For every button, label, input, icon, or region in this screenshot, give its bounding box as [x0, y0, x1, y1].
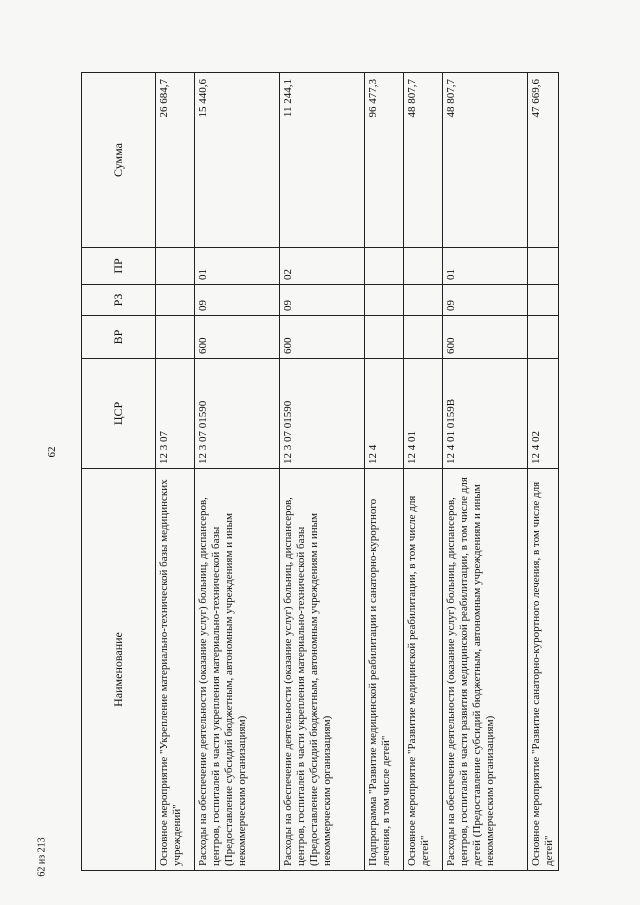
table-row [156, 73, 195, 871]
cell-pr [528, 248, 559, 285]
cell-rz [156, 285, 195, 316]
cell-rz: 09 [280, 285, 365, 316]
cell-pr: 01 [443, 248, 528, 285]
cell-name: Основное мероприятие "Развитие санаторно-курортного лечения, в том числе для детей" [528, 469, 559, 871]
cell-sum: 47 669,6 [528, 73, 559, 248]
cell-csr: 12 3 07 01590 [195, 359, 280, 469]
table-row [404, 73, 443, 871]
cell-csr: 12 4 01 0159В [443, 359, 528, 469]
cell-rz: 09 [195, 285, 280, 316]
budget-table-container [81, 73, 555, 871]
cell-rz [365, 285, 404, 316]
cell-name: Расходы на обеспечение деятельности (оказание услуг) больниц, диспансеров, центров, госпиталей в части укрепления материально-технической базы (Предоставление субсидий бюджетным, автономным учреждениям и иным некоммерческим организациям) [280, 469, 365, 871]
cell-pr [156, 248, 195, 285]
table-row [365, 73, 404, 871]
header-csr: ЦСР [82, 359, 156, 469]
cell-vr: 600 [280, 316, 365, 359]
table-header-row [82, 73, 156, 871]
cell-sum: 96 477,3 [365, 73, 404, 248]
table-row [280, 73, 365, 871]
cell-name: Расходы на обеспечение деятельности (оказание услуг) больниц, диспансеров, центров, госпиталей в части укрепления материально-технической базы (Предоставление субсидий бюджетным, автономным учреждениям и иным некоммерческим организациям) [195, 469, 280, 871]
cell-vr [365, 316, 404, 359]
cell-name: Основное мероприятие "Укрепление материально-технической базы медицинских учреждений" [156, 469, 195, 871]
cell-csr: 12 3 07 [156, 359, 195, 469]
cell-sum: 26 684,7 [156, 73, 195, 248]
header-rz: РЗ [82, 285, 156, 316]
cell-rz: 09 [443, 285, 528, 316]
cell-name: Расходы на обеспечение деятельности (оказание услуг) больниц, диспансеров, центров, госпиталей в части развития медицинской реабилитации, в том числе для детей (Предоставление субсидий бюджетным, автономным учреждениям и иным некоммерческим организациям) [443, 469, 528, 871]
table-row [528, 73, 559, 871]
cell-rz [528, 285, 559, 316]
cell-sum: 48 807,7 [443, 73, 528, 248]
cell-csr: 12 4 01 [404, 359, 443, 469]
cell-pr: 02 [280, 248, 365, 285]
page-footer: 62 из 213 [36, 837, 48, 877]
cell-pr [365, 248, 404, 285]
cell-rz [404, 285, 443, 316]
page-number-top: 62 [46, 446, 58, 458]
cell-vr: 600 [195, 316, 280, 359]
cell-csr: 12 4 02 [528, 359, 559, 469]
cell-name: Подпрограмма "Развитие медицинской реабилитации и санаторно-курортного лечения, в том числе детей" [365, 469, 404, 871]
cell-sum: 48 807,7 [404, 73, 443, 248]
header-name: Наименование [82, 469, 156, 871]
header-pr: ПР [82, 248, 156, 285]
cell-vr [528, 316, 559, 359]
cell-sum: 11 244,1 [280, 73, 365, 248]
table-row [443, 73, 528, 871]
cell-sum: 15 440,6 [195, 73, 280, 248]
header-vr: ВР [82, 316, 156, 359]
cell-vr: 600 [443, 316, 528, 359]
cell-csr: 12 3 07 01590 [280, 359, 365, 469]
cell-csr: 12 4 [365, 359, 404, 469]
header-sum: Сумма [82, 73, 156, 248]
rotated-table [81, 73, 555, 871]
cell-name: Основное мероприятие "Развитие медицинской реабилитации, в том числе для детей" [404, 469, 443, 871]
cell-vr [404, 316, 443, 359]
cell-pr: 01 [195, 248, 280, 285]
budget-table [81, 72, 559, 871]
table-row [195, 73, 280, 871]
cell-vr [156, 316, 195, 359]
cell-pr [404, 248, 443, 285]
